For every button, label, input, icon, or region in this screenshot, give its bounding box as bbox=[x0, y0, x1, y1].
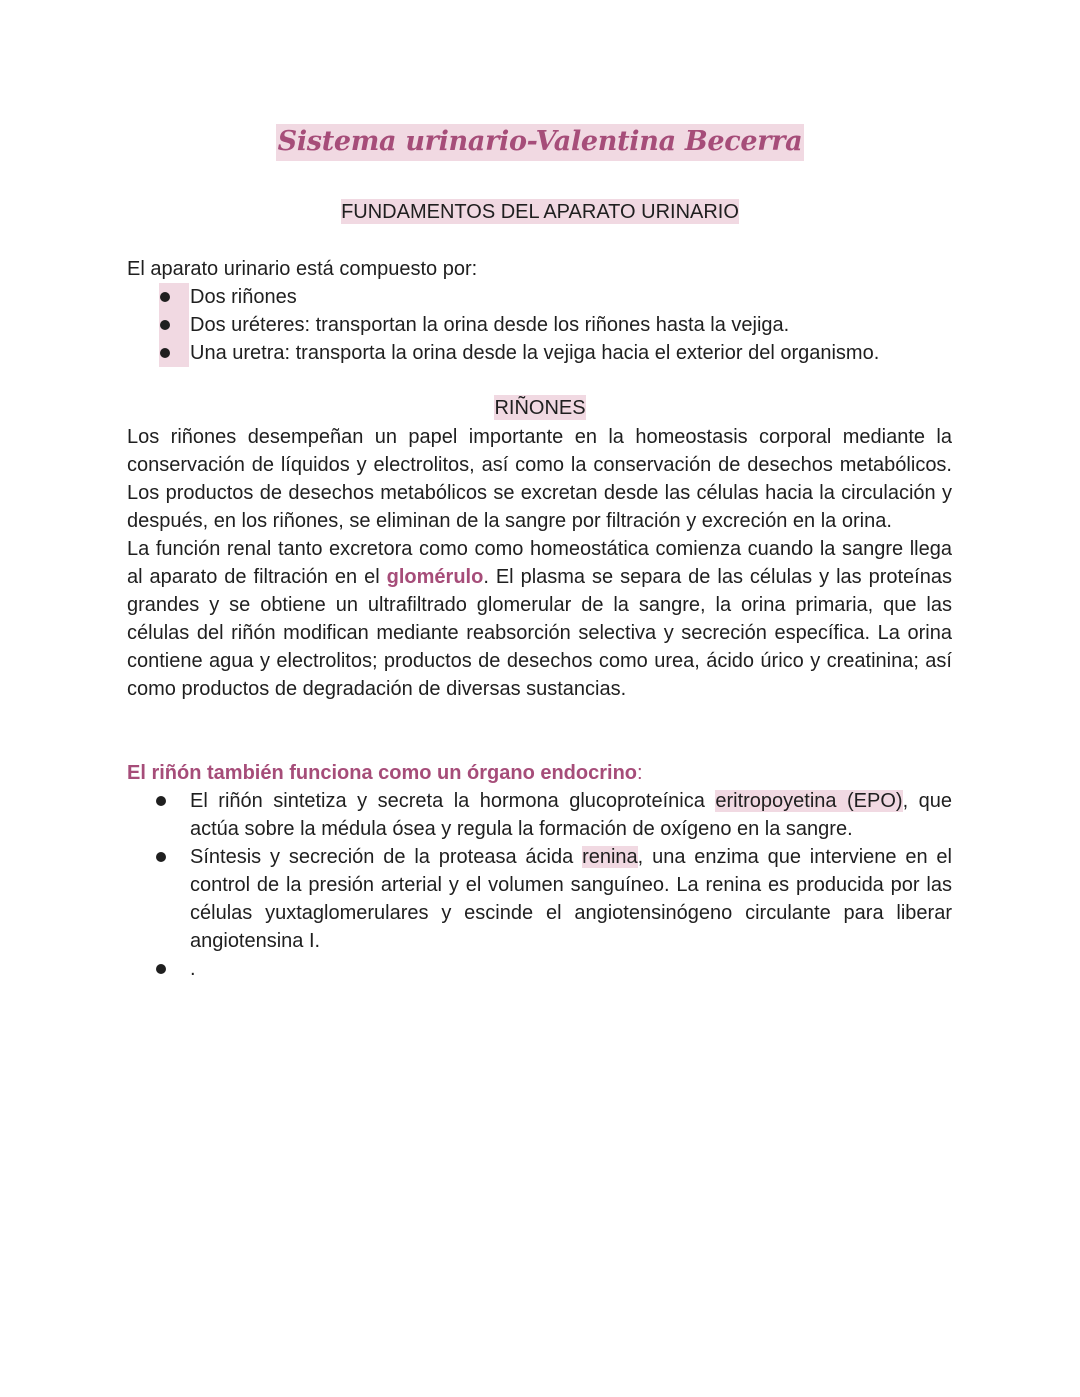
list-item bbox=[127, 283, 952, 311]
endocrine-heading-colon: : bbox=[637, 762, 643, 784]
paragraph-text: La función renal tanto excretora como como homeostática comienza cuando la sangre llega al aparato de filtración en el bbox=[127, 538, 952, 588]
section-rinones-body bbox=[127, 423, 952, 703]
list-item bbox=[127, 843, 952, 955]
intro-text: El aparato urinario está compuesto por: bbox=[127, 258, 478, 280]
term-renina: renina bbox=[582, 846, 638, 868]
list-item bbox=[127, 311, 952, 339]
term-epo: eritropoyetina (EPO) bbox=[715, 790, 903, 812]
section-heading-row bbox=[0, 198, 1080, 226]
list-item bbox=[127, 339, 952, 367]
paragraph-renal-function bbox=[127, 535, 952, 703]
list-item-text: El riñón sintetiza y secreta la hormona glucoproteínica bbox=[190, 790, 716, 812]
bullet-icon bbox=[160, 320, 170, 330]
components-list bbox=[127, 283, 952, 367]
document-title: Sistema urinario-Valentina Becerra bbox=[276, 124, 805, 161]
list-item bbox=[127, 787, 952, 843]
list-item-text: , una enzima que interviene en el control de la presión arterial y el volumen sanguíneo. La renina es producida por las células yuxtaglomerulares y escinde el angiotensinógeno circulante para liberar angiotensina I. bbox=[190, 846, 952, 952]
bullet-icon bbox=[156, 964, 166, 974]
bullet-icon bbox=[156, 796, 166, 806]
paragraph-homeostasis: Los riñones desempeñan un papel importante en la homeostasis corporal mediante la conservación de líquidos y electrolitos, así como la conservación de desechos metabólicos. Los productos de desechos metabólicos se excretan desde las células hacia la circulación y después, en los riñones, se eliminan de la sangre por filtración y excreción en la orina. bbox=[127, 426, 952, 532]
bullet-icon bbox=[160, 348, 170, 358]
section-heading-rinones: RIÑONES bbox=[494, 397, 586, 419]
endocrine-heading-text: El riñón también funciona como un órgano endocrino bbox=[127, 762, 638, 784]
section-heading-row bbox=[0, 394, 1080, 422]
list-item-text: Dos riñones bbox=[190, 286, 297, 308]
section-fundamentos-body bbox=[127, 255, 952, 367]
endocrine-list bbox=[127, 787, 952, 983]
endocrine-heading bbox=[127, 759, 952, 787]
bullet-icon bbox=[156, 852, 166, 862]
list-item-text: . bbox=[190, 958, 196, 980]
list-item-text: Una uretra: transporta la orina desde la vejiga hacia el exterior del organismo. bbox=[190, 342, 880, 364]
paragraph-text: . El plasma se separa de las células y las proteínas grandes y se obtiene un ultrafiltrado glomerular de la sangre, la orina primaria, que las células del riñón modifican mediante reabsorción selectiva y secreción específica. La orina contiene agua y electrolitos; productos de desechos como urea, ácido úrico y creatinina; así como productos de degradación de diversas sustancias. bbox=[127, 566, 952, 700]
list-item-text: Síntesis y secreción de la proteasa ácida bbox=[190, 846, 583, 868]
title-row bbox=[0, 126, 1080, 157]
bullet-icon bbox=[160, 292, 170, 302]
section-heading-fundamentos: FUNDAMENTOS DEL APARATO URINARIO bbox=[341, 201, 739, 223]
list-item-text: Dos uréteres: transportan la orina desde los riñones hasta la vejiga. bbox=[190, 314, 790, 336]
list-item bbox=[127, 955, 952, 983]
term-glomerulo: glomérulo bbox=[386, 566, 484, 588]
section-endocrino-body bbox=[127, 759, 952, 983]
list-item-text: , que actúa sobre la médula ósea y regula la formación de oxígeno en la sangre. bbox=[190, 790, 953, 840]
